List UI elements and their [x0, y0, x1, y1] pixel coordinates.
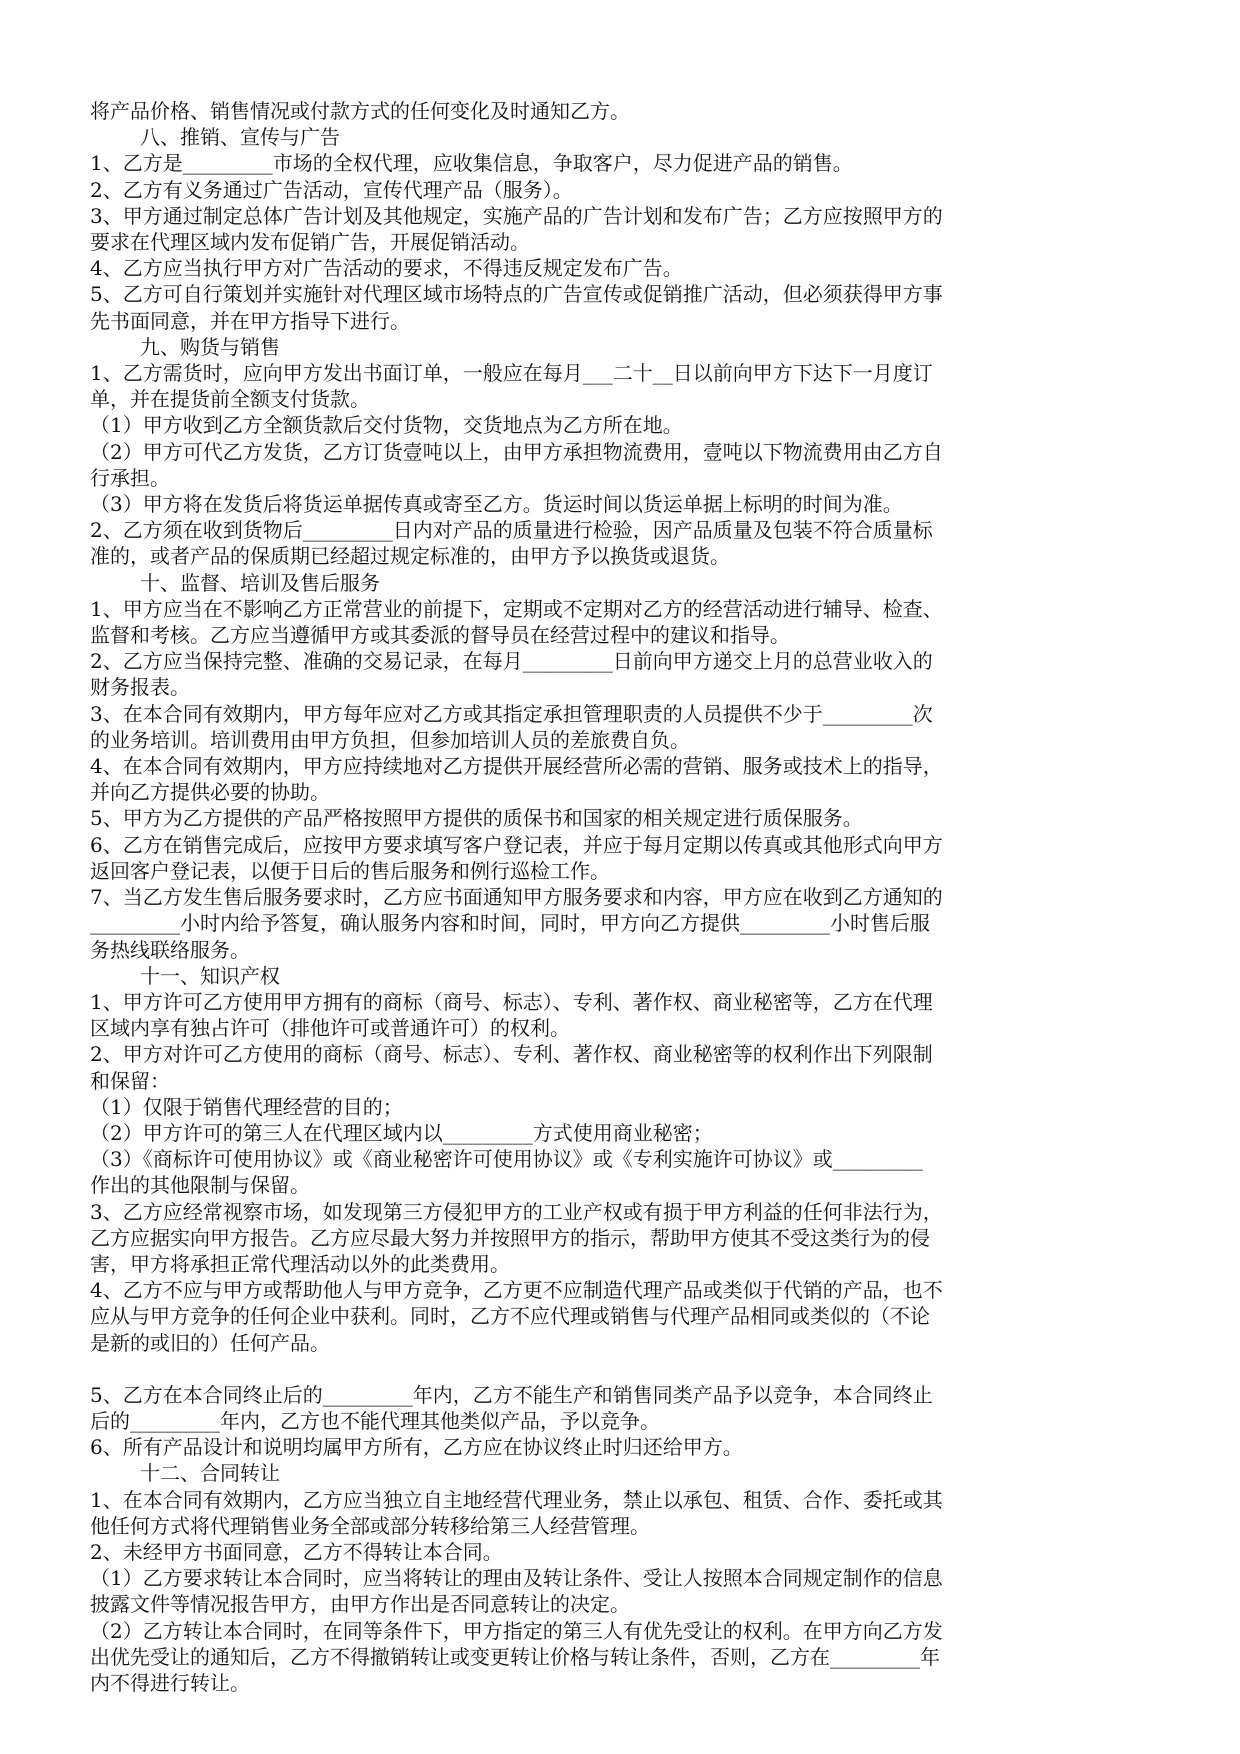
- section-heading: 十、监督、培训及售后服务: [140, 570, 380, 595]
- text-line: 并向乙方提供必要的协助。: [90, 780, 330, 805]
- text-line: （3）《商标许可使用协议》或《商业秘密许可使用协议》或《专利实施许可协议》或_________: [90, 1147, 923, 1172]
- text-line: 1、乙方需货时，应向甲方发出书面订单，一般应在每月___二十__日以前向甲方下达下一月度订: [90, 361, 933, 386]
- text-line: 应从与甲方竞争的任何企业中获利。同时，乙方不应代理或销售与代理产品相同或类似的（不论: [90, 1304, 930, 1329]
- text-line: 6、乙方在销售完成后，应按甲方要求填写客户登记表，并应于每月定期以传真或其他形式向甲方: [90, 832, 943, 857]
- text-line: 3、乙方应经常视察市场，如发现第三方侵犯甲方的工业产权或有损于甲方利益的任何非法行为，: [90, 1199, 943, 1224]
- text-line: （1）乙方要求转让本合同时，应当将转让的理由及转让条件、受让人按照本合同规定制作的信息: [90, 1566, 943, 1591]
- section-heading: 八、推销、宣传与广告: [140, 125, 340, 150]
- text-line: 5、乙方可自行策划并实施针对代理区域市场特点的广告宣传或促销推广活动，但必须获得甲方事: [90, 282, 943, 307]
- text-line: 出优先受让的通知后，乙方不得撤销转让或变更转让价格与转让条件，否则，乙方在_________年: [90, 1644, 940, 1669]
- text-line: （2）乙方转让本合同时，在同等条件下，甲方指定的第三人有优先受让的权利。在甲方向乙方发: [90, 1618, 943, 1643]
- text-line: 财务报表。: [90, 675, 190, 700]
- text-line: 区域内享有独占许可（排他许可或普通许可）的权利。: [90, 1016, 570, 1041]
- text-line: 将产品价格、销售情况或付款方式的任何变化及时通知乙方。: [90, 99, 630, 123]
- text-line: 2、乙方应当保持完整、准确的交易记录，在每月_________日前向甲方递交上月的总营业收入的: [90, 649, 933, 674]
- text-line: 行承担。: [90, 465, 170, 490]
- text-line: 2、乙方有义务通过广告活动，宣传代理产品（服务）。: [90, 177, 573, 202]
- text-line: 1、甲方许可乙方使用甲方拥有的商标（商号、标志）、专利、著作权、商业秘密等，乙方在代理: [90, 989, 933, 1014]
- text-line: 先书面同意，并在甲方指导下进行。: [90, 308, 410, 333]
- text-line: 5、甲方为乙方提供的产品严格按照甲方提供的质保书和国家的相关规定进行质保服务。: [90, 806, 863, 831]
- text-line: 乙方应据实向甲方报告。乙方应尽最大努力并按照甲方的指示，帮助甲方使其不受这类行为的侵: [90, 1225, 930, 1250]
- text-line: 2、乙方须在收到货物后_________日内对产品的质量进行检验，因产品质量及包装不符合质量标: [90, 518, 933, 543]
- text-line: 6、所有产品设计和说明均属甲方所有，乙方应在协议终止时归还给甲方。: [90, 1435, 743, 1460]
- text-line: 5、乙方在本合同终止后的_________年内，乙方不能生产和销售同类产品予以竞争，本合同终止: [90, 1382, 933, 1407]
- text-line: 的业务培训。培训费用由甲方负担，但参加培训人员的差旅费自负。: [90, 727, 690, 752]
- section-heading: 九、购货与销售: [140, 334, 280, 359]
- text-line: 4、乙方不应与甲方或帮助他人与甲方竞争，乙方更不应制造代理产品或类似于代销的产品，也不: [90, 1278, 943, 1303]
- section-heading: 十二、合同转让: [140, 1461, 280, 1486]
- text-line: 3、甲方通过制定总体广告计划及其他规定，实施产品的广告计划和发布广告；乙方应按照甲方的: [90, 203, 943, 228]
- text-line: 准的，或者产品的保质期已经超过规定标准的，由甲方予以换货或退货。: [90, 544, 730, 569]
- text-line: 3、在本合同有效期内，甲方每年应对乙方或其指定承担管理职责的人员提供不少于_________次: [90, 701, 933, 726]
- text-line: 作出的其他限制与保留。: [90, 1173, 310, 1198]
- text-line: 1、甲方应当在不影响乙方正常营业的前提下，定期或不定期对乙方的经营活动进行辅导、检查、: [90, 596, 943, 621]
- text-line: （2）甲方许可的第三人在代理区域内以_________方式使用商业秘密；: [90, 1120, 713, 1145]
- text-line: 2、未经甲方书面同意，乙方不得转让本合同。: [90, 1539, 503, 1564]
- text-line: 要求在代理区域内发布促销广告，开展促销活动。: [90, 230, 530, 255]
- text-line: 2、甲方对许可乙方使用的商标（商号、标志）、专利、著作权、商业秘密等的权利作出下列限制: [90, 1042, 933, 1067]
- text-line: 务热线联络服务。: [90, 937, 250, 962]
- text-line: 4、在本合同有效期内，甲方应持续地对乙方提供开展经营所必需的营销、服务或技术上的指导，: [90, 754, 943, 779]
- text-line: _________小时内给予答复，确认服务内容和时间，同时，甲方向乙方提供_________小时售后服: [90, 911, 930, 936]
- text-line: 他任何方式将代理销售业务全部或部分转移给第三人经营管理。: [90, 1513, 650, 1538]
- section-heading: 十一、知识产权: [140, 963, 280, 988]
- text-line: （2）甲方可代乙方发货，乙方订货壹吨以上，由甲方承担物流费用，壹吨以下物流费用由乙方自: [90, 439, 943, 464]
- text-line: 监督和考核。乙方应当遵循甲方或其委派的督导员在经营过程中的建议和指导。: [90, 623, 790, 648]
- blank-line: [90, 1356, 1150, 1382]
- text-line: 披露文件等情况报告甲方，由甲方作出是否同意转让的决定。: [90, 1592, 630, 1617]
- text-line: （1）甲方收到乙方全额货款后交付货物，交货地点为乙方所在地。: [90, 413, 683, 438]
- text-line: 是新的或旧的）任何产品。: [90, 1330, 330, 1355]
- text-line: （1）仅限于销售代理经营的目的；: [90, 1094, 403, 1119]
- text-line: 内不得进行转让。: [90, 1670, 250, 1695]
- text-line: 4、乙方应当执行甲方对广告活动的要求，不得违反规定发布广告。: [90, 256, 683, 281]
- text-line: 和保留：: [90, 1068, 170, 1093]
- text-line: 单，并在提货前全额支付货款。: [90, 387, 370, 412]
- text-line: （3）甲方将在发货后将货运单据传真或寄至乙方。货运时间以货运单据上标明的时间为准。: [90, 492, 903, 517]
- text-line: 1、乙方是_________市场的全权代理，应收集信息，争取客户，尽力促进产品的销售。: [90, 151, 853, 176]
- text-line: 害，甲方将承担正常代理活动以外的此类费用。: [90, 1251, 510, 1276]
- text-line: 返回客户登记表，以便于日后的售后服务和例行巡检工作。: [90, 858, 610, 883]
- text-line: 1、在本合同有效期内，乙方应当独立自主地经营代理业务，禁止以承包、租赁、合作、委托或其: [90, 1487, 943, 1512]
- text-line: 7、当乙方发生售后服务要求时，乙方应书面通知甲方服务要求和内容，甲方应在收到乙方通知的: [90, 885, 943, 910]
- text-line: 后的_________年内，乙方也不能代理其他类似产品，予以竞争。: [90, 1408, 660, 1433]
